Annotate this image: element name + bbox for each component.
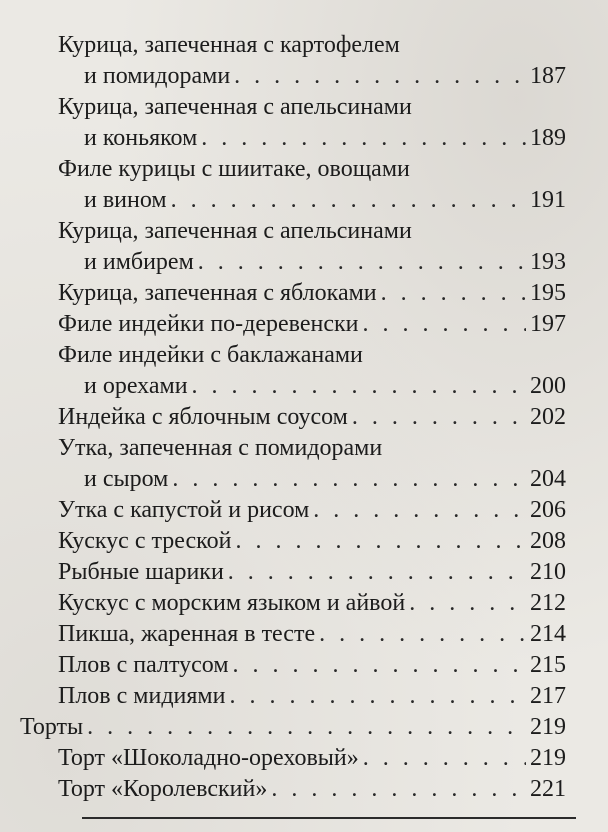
toc-page-number: 206 bbox=[530, 497, 566, 523]
dot-leader bbox=[352, 402, 526, 433]
footer-rule bbox=[82, 817, 576, 819]
toc-page-number: 193 bbox=[530, 249, 566, 275]
toc-section-title: Торты bbox=[20, 714, 84, 740]
dot-leader bbox=[381, 278, 526, 309]
toc-page-number: 191 bbox=[530, 187, 566, 213]
toc-entry bbox=[0, 154, 608, 216]
dot-leader bbox=[363, 743, 526, 774]
toc-page-number: 212 bbox=[530, 590, 566, 616]
dot-leader bbox=[233, 650, 526, 681]
toc-entry bbox=[0, 433, 608, 495]
toc-page-number: 200 bbox=[530, 373, 566, 399]
toc-page-number: 219 bbox=[530, 714, 566, 740]
toc-entry-title: Филе курицы с шиитаке, овощами bbox=[58, 156, 410, 182]
dot-leader bbox=[234, 61, 526, 92]
dot-leader bbox=[235, 526, 526, 557]
toc-entry-title: Рыбные шарики bbox=[58, 559, 224, 585]
toc-entry bbox=[0, 588, 608, 619]
toc-entry-title: Утка, запеченная с помидорами bbox=[58, 435, 383, 461]
toc-entry-title: Курица, запеченная с апельсинами bbox=[58, 94, 412, 120]
toc-entry-title: Плов с палтусом bbox=[58, 652, 229, 678]
dot-leader bbox=[363, 309, 526, 340]
toc-entry-title: Курица, запеченная с картофелем bbox=[58, 32, 400, 58]
toc-entry bbox=[0, 743, 608, 774]
toc-entry-title: Курица, запеченная с яблоками bbox=[58, 280, 377, 306]
toc-entry-title: Утка с капустой и рисом bbox=[58, 497, 310, 523]
toc-entry-title: Плов с мидиями bbox=[58, 683, 226, 709]
dot-leader bbox=[171, 185, 526, 216]
table-of-contents bbox=[0, 30, 608, 805]
toc-entry bbox=[0, 650, 608, 681]
toc-entry-title-continued: и коньяком bbox=[84, 125, 198, 151]
toc-entry-title: Торт «Шоколадно-ореховый» bbox=[58, 745, 359, 771]
toc-page-number: 187 bbox=[530, 63, 566, 89]
toc-entry-title: Пикша, жаренная в тесте bbox=[58, 621, 316, 647]
toc-entry bbox=[0, 526, 608, 557]
dot-leader bbox=[229, 681, 526, 712]
dot-leader bbox=[409, 588, 526, 619]
toc-entry bbox=[0, 619, 608, 650]
toc-page-number: 214 bbox=[530, 621, 566, 647]
toc-page-number: 210 bbox=[530, 559, 566, 585]
toc-page-number: 217 bbox=[530, 683, 566, 709]
toc-page-number: 215 bbox=[530, 652, 566, 678]
toc-entry bbox=[0, 216, 608, 278]
toc-page-number: 197 bbox=[530, 311, 566, 337]
toc-entry-title: Филе индейки с баклажанами bbox=[58, 342, 363, 368]
toc-entry-title: Торт «Королевский» bbox=[58, 776, 268, 802]
dot-leader bbox=[87, 712, 526, 743]
toc-page-number: 221 bbox=[530, 776, 566, 802]
toc-entry bbox=[0, 30, 608, 92]
dot-leader bbox=[319, 619, 526, 650]
toc-entry bbox=[0, 681, 608, 712]
toc-entry bbox=[0, 402, 608, 433]
toc-entry bbox=[0, 495, 608, 526]
toc-entry-title-continued: и вином bbox=[84, 187, 167, 213]
toc-entry-title-continued: и сыром bbox=[84, 466, 169, 492]
toc-page-number: 208 bbox=[530, 528, 566, 554]
toc-page-number: 202 bbox=[530, 404, 566, 430]
toc-entry-title-continued: и помидорами bbox=[84, 63, 231, 89]
toc-entry-title: Кускус с морским языком и айвой bbox=[58, 590, 406, 616]
toc-entry-title: Кускус с треской bbox=[58, 528, 232, 554]
toc-entry-title: Курица, запеченная с апельсинами bbox=[58, 218, 412, 244]
toc-entry bbox=[0, 557, 608, 588]
toc-entry bbox=[0, 774, 608, 805]
toc-entry bbox=[0, 92, 608, 154]
dot-leader bbox=[313, 495, 526, 526]
dot-leader bbox=[198, 247, 526, 278]
dot-leader bbox=[228, 557, 526, 588]
toc-page-number: 189 bbox=[530, 125, 566, 151]
dot-leader bbox=[271, 774, 526, 805]
toc-page-number: 219 bbox=[530, 745, 566, 771]
toc-entry-title-continued: и имбирем bbox=[84, 249, 194, 275]
toc-entry bbox=[0, 309, 608, 340]
toc-section bbox=[0, 712, 608, 743]
toc-entry-title-continued: и орехами bbox=[84, 373, 188, 399]
toc-page-number: 204 bbox=[530, 466, 566, 492]
toc-entry bbox=[0, 340, 608, 402]
dot-leader bbox=[201, 123, 526, 154]
toc-entry-title: Индейка с яблочным соусом bbox=[58, 404, 348, 430]
toc-entry-title: Филе индейки по-деревенски bbox=[58, 311, 359, 337]
toc-page-number: 195 bbox=[530, 280, 566, 306]
toc-entry bbox=[0, 278, 608, 309]
dot-leader bbox=[172, 464, 526, 495]
dot-leader bbox=[192, 371, 526, 402]
